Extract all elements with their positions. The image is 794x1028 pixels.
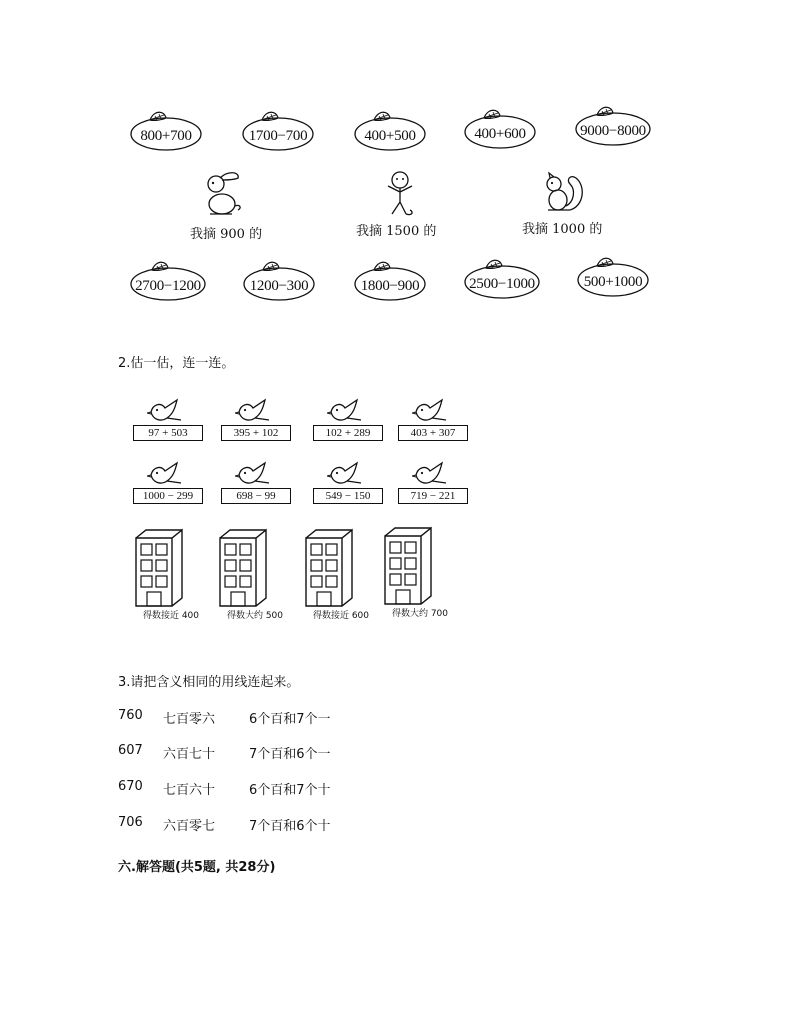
apple-expression: 800+700: [140, 128, 192, 144]
bird-card: [133, 461, 205, 507]
apple-expression: 2700−1200: [135, 278, 201, 294]
building-card: [300, 528, 380, 622]
building-label: 得数接近 400: [142, 611, 200, 621]
apple-expression: 1800−900: [360, 278, 420, 294]
building-icon: [130, 528, 190, 608]
apple-card: [354, 258, 426, 308]
match-units: 6个百和7个一: [249, 712, 331, 727]
rabbit-icon: [200, 170, 246, 218]
match-units: 7个百和6个一: [249, 747, 331, 762]
bird-card: [313, 398, 385, 444]
apple-card: [575, 103, 651, 153]
building-icon: [214, 528, 274, 608]
match-units: 7个百和6个十: [249, 819, 331, 834]
match-number: 706: [118, 815, 143, 830]
expression-box: 719 − 221: [398, 488, 468, 504]
bird-card: [398, 398, 470, 444]
bird-icon: [412, 461, 452, 489]
match-number: 760: [118, 708, 143, 723]
squirrel-caption: 我摘 1000 的: [522, 222, 603, 237]
expression-box: 549 − 150: [313, 488, 383, 504]
match-words: 六百七十: [163, 747, 216, 762]
match-units: 6个百和7个十: [249, 783, 331, 798]
bird-card: [221, 398, 293, 444]
squirrel-icon: [540, 170, 586, 216]
apple-expression: 1700−700: [248, 128, 308, 144]
apple-card: [577, 254, 649, 304]
question-3-title: 3.请把含义相同的用线连起来。: [118, 675, 300, 690]
monkey-figure: [380, 168, 420, 224]
apple-card: [130, 108, 202, 158]
apple-expression: 9000−8000: [580, 123, 646, 139]
bird-card: [398, 461, 470, 507]
expression-box: 97 + 503: [133, 425, 203, 441]
apple-card: [130, 258, 206, 308]
apple-expression: 1200−300: [249, 278, 309, 294]
apple-expression: 2500−1000: [469, 276, 535, 292]
bird-icon: [235, 461, 275, 489]
building-card: [379, 526, 459, 620]
expression-box: 395 + 102: [221, 425, 291, 441]
building-label: 得数大约 700: [391, 609, 449, 619]
expression-box: 698 − 99: [221, 488, 291, 504]
match-words: 六百零七: [163, 819, 216, 834]
section-6-title: 六.解答题(共5题, 共28分): [118, 860, 276, 875]
building-label: 得数接近 600: [312, 611, 370, 621]
building-icon: [379, 526, 439, 606]
monkey-icon: [380, 168, 420, 220]
bird-icon: [327, 461, 367, 489]
apple-expression: 400+600: [474, 126, 526, 142]
squirrel-figure: [540, 170, 586, 220]
bird-icon: [147, 461, 187, 489]
building-label: 得数大约 500: [226, 611, 284, 621]
question-2-title: 2.估一估，连一连。: [118, 356, 235, 371]
bird-icon: [327, 398, 367, 426]
expression-box: 403 + 307: [398, 425, 468, 441]
apple-card: [464, 256, 540, 306]
rabbit-figure: [200, 170, 246, 222]
monkey-caption: 我摘 1500 的: [356, 224, 437, 239]
apple-expression: 500+1000: [583, 274, 643, 290]
match-words: 七百零六: [163, 712, 216, 727]
match-words: 七百六十: [163, 783, 216, 798]
bird-card: [133, 398, 205, 444]
bird-icon: [147, 398, 187, 426]
expression-box: 102 + 289: [313, 425, 383, 441]
bird-card: [221, 461, 293, 507]
apple-card: [464, 106, 536, 156]
apple-card: [243, 258, 315, 308]
rabbit-caption: 我摘 900 的: [190, 227, 263, 242]
apple-card: [354, 108, 426, 158]
expression-box: 1000 − 299: [133, 488, 203, 504]
match-number: 670: [118, 779, 143, 794]
building-card: [214, 528, 294, 622]
building-card: [130, 528, 210, 622]
bird-icon: [412, 398, 452, 426]
bird-card: [313, 461, 385, 507]
bird-icon: [235, 398, 275, 426]
building-icon: [300, 528, 360, 608]
apple-card: [242, 108, 314, 158]
match-number: 607: [118, 743, 143, 758]
apple-expression: 400+500: [364, 128, 416, 144]
